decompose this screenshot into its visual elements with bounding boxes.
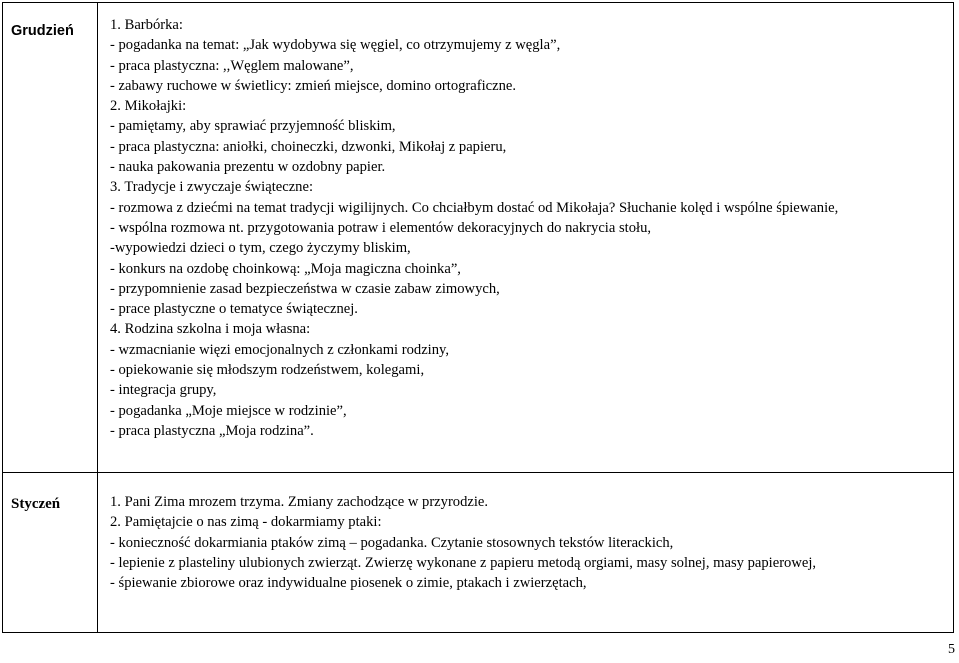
plan-table [2,2,954,633]
list-item: - pogadanka „Moje miejsce w rodzinie”, [110,402,347,419]
list-item: - rozmowa z dziećmi na temat tradycji wigilijnych. Co chciałbym dostać od Mikołaja? Słuchanie kolęd i wspólne śpiewanie, [110,199,839,216]
list-item: - zabawy ruchowe w świetlicy: zmień miejsce, domino ortograficzne. [110,77,517,94]
list-item: -wypowiedzi dzieci o tym, czego życzymy bliskim, [110,240,411,257]
list-item: - integracja grupy, [110,382,217,399]
list-item: - konkurs na ozdobę choinkową: „Moja magiczna choinka”, [110,260,461,277]
list-item: - praca plastyczna: aniołki, choineczki, dzwonki, Mikołaj z papieru, [110,138,507,155]
list-item: - prace plastyczne o tematyce świątecznej. [110,301,358,318]
list-item: 3. Tradycje i zwyczaje świąteczne: [110,179,314,196]
list-item: 1. Barbórka: [110,17,183,33]
month-label: Styczeń [11,496,61,512]
activities-cell [98,3,954,473]
activity-list [110,15,949,441]
list-item: - praca plastyczna: ,,Węglem malowane”, [110,57,354,74]
month-label: Grudzień [11,23,74,39]
table-row [3,473,954,633]
list-item: 2. Mikołajki: [110,98,187,115]
list-item: 2. Pamiętajcie o nas zimą - dokarmiamy ptaki: [110,514,382,531]
list-item: - pogadanka na temat: „Jak wydobywa się węgiel, co otrzymujemy z węgla”, [110,37,561,54]
list-item: - wzmacnianie więzi emocjonalnych z członkami rodziny, [110,341,450,358]
list-item: - pamiętamy, aby sprawiać przyjemność bliskim, [110,118,396,135]
list-item: - lepienie z plasteliny ulubionych zwierząt. Zwierzę wykonane z papieru metodą orgiami, masy solnej, masy papierowej, [110,554,817,571]
list-item: - nauka pakowania prezentu w ozdobny papier. [110,159,386,176]
month-cell [3,473,98,633]
list-item: - praca plastyczna „Moja rodzina”. [110,422,314,439]
list-item: - przypomnienie zasad bezpieczeństwa w czasie zabaw zimowych, [110,280,500,297]
month-cell [3,3,98,473]
list-item: 1. Pani Zima mrozem trzyma. Zmiany zachodzące w przyrodzie. [110,494,489,510]
list-item: - opiekowanie się młodszym rodzeństwem, kolegami, [110,362,425,379]
activity-list [110,492,949,593]
activities-cell [98,473,954,633]
list-item: - śpiewanie zbiorowe oraz indywidualne piosenek o zimie, ptakach i zwierzętach, [110,575,587,592]
list-item: - wspólna rozmowa nt. przygotowania potraw i elementów dekoracyjnych do nakrycia stołu, [110,219,652,236]
page-number: 5 [948,642,955,657]
list-item: - konieczność dokarmiania ptaków zimą – pogadanka. Czytanie stosownych tekstów literackich, [110,534,674,551]
list-item: 4. Rodzina szkolna i moja własna: [110,321,311,338]
table-row [3,3,954,473]
